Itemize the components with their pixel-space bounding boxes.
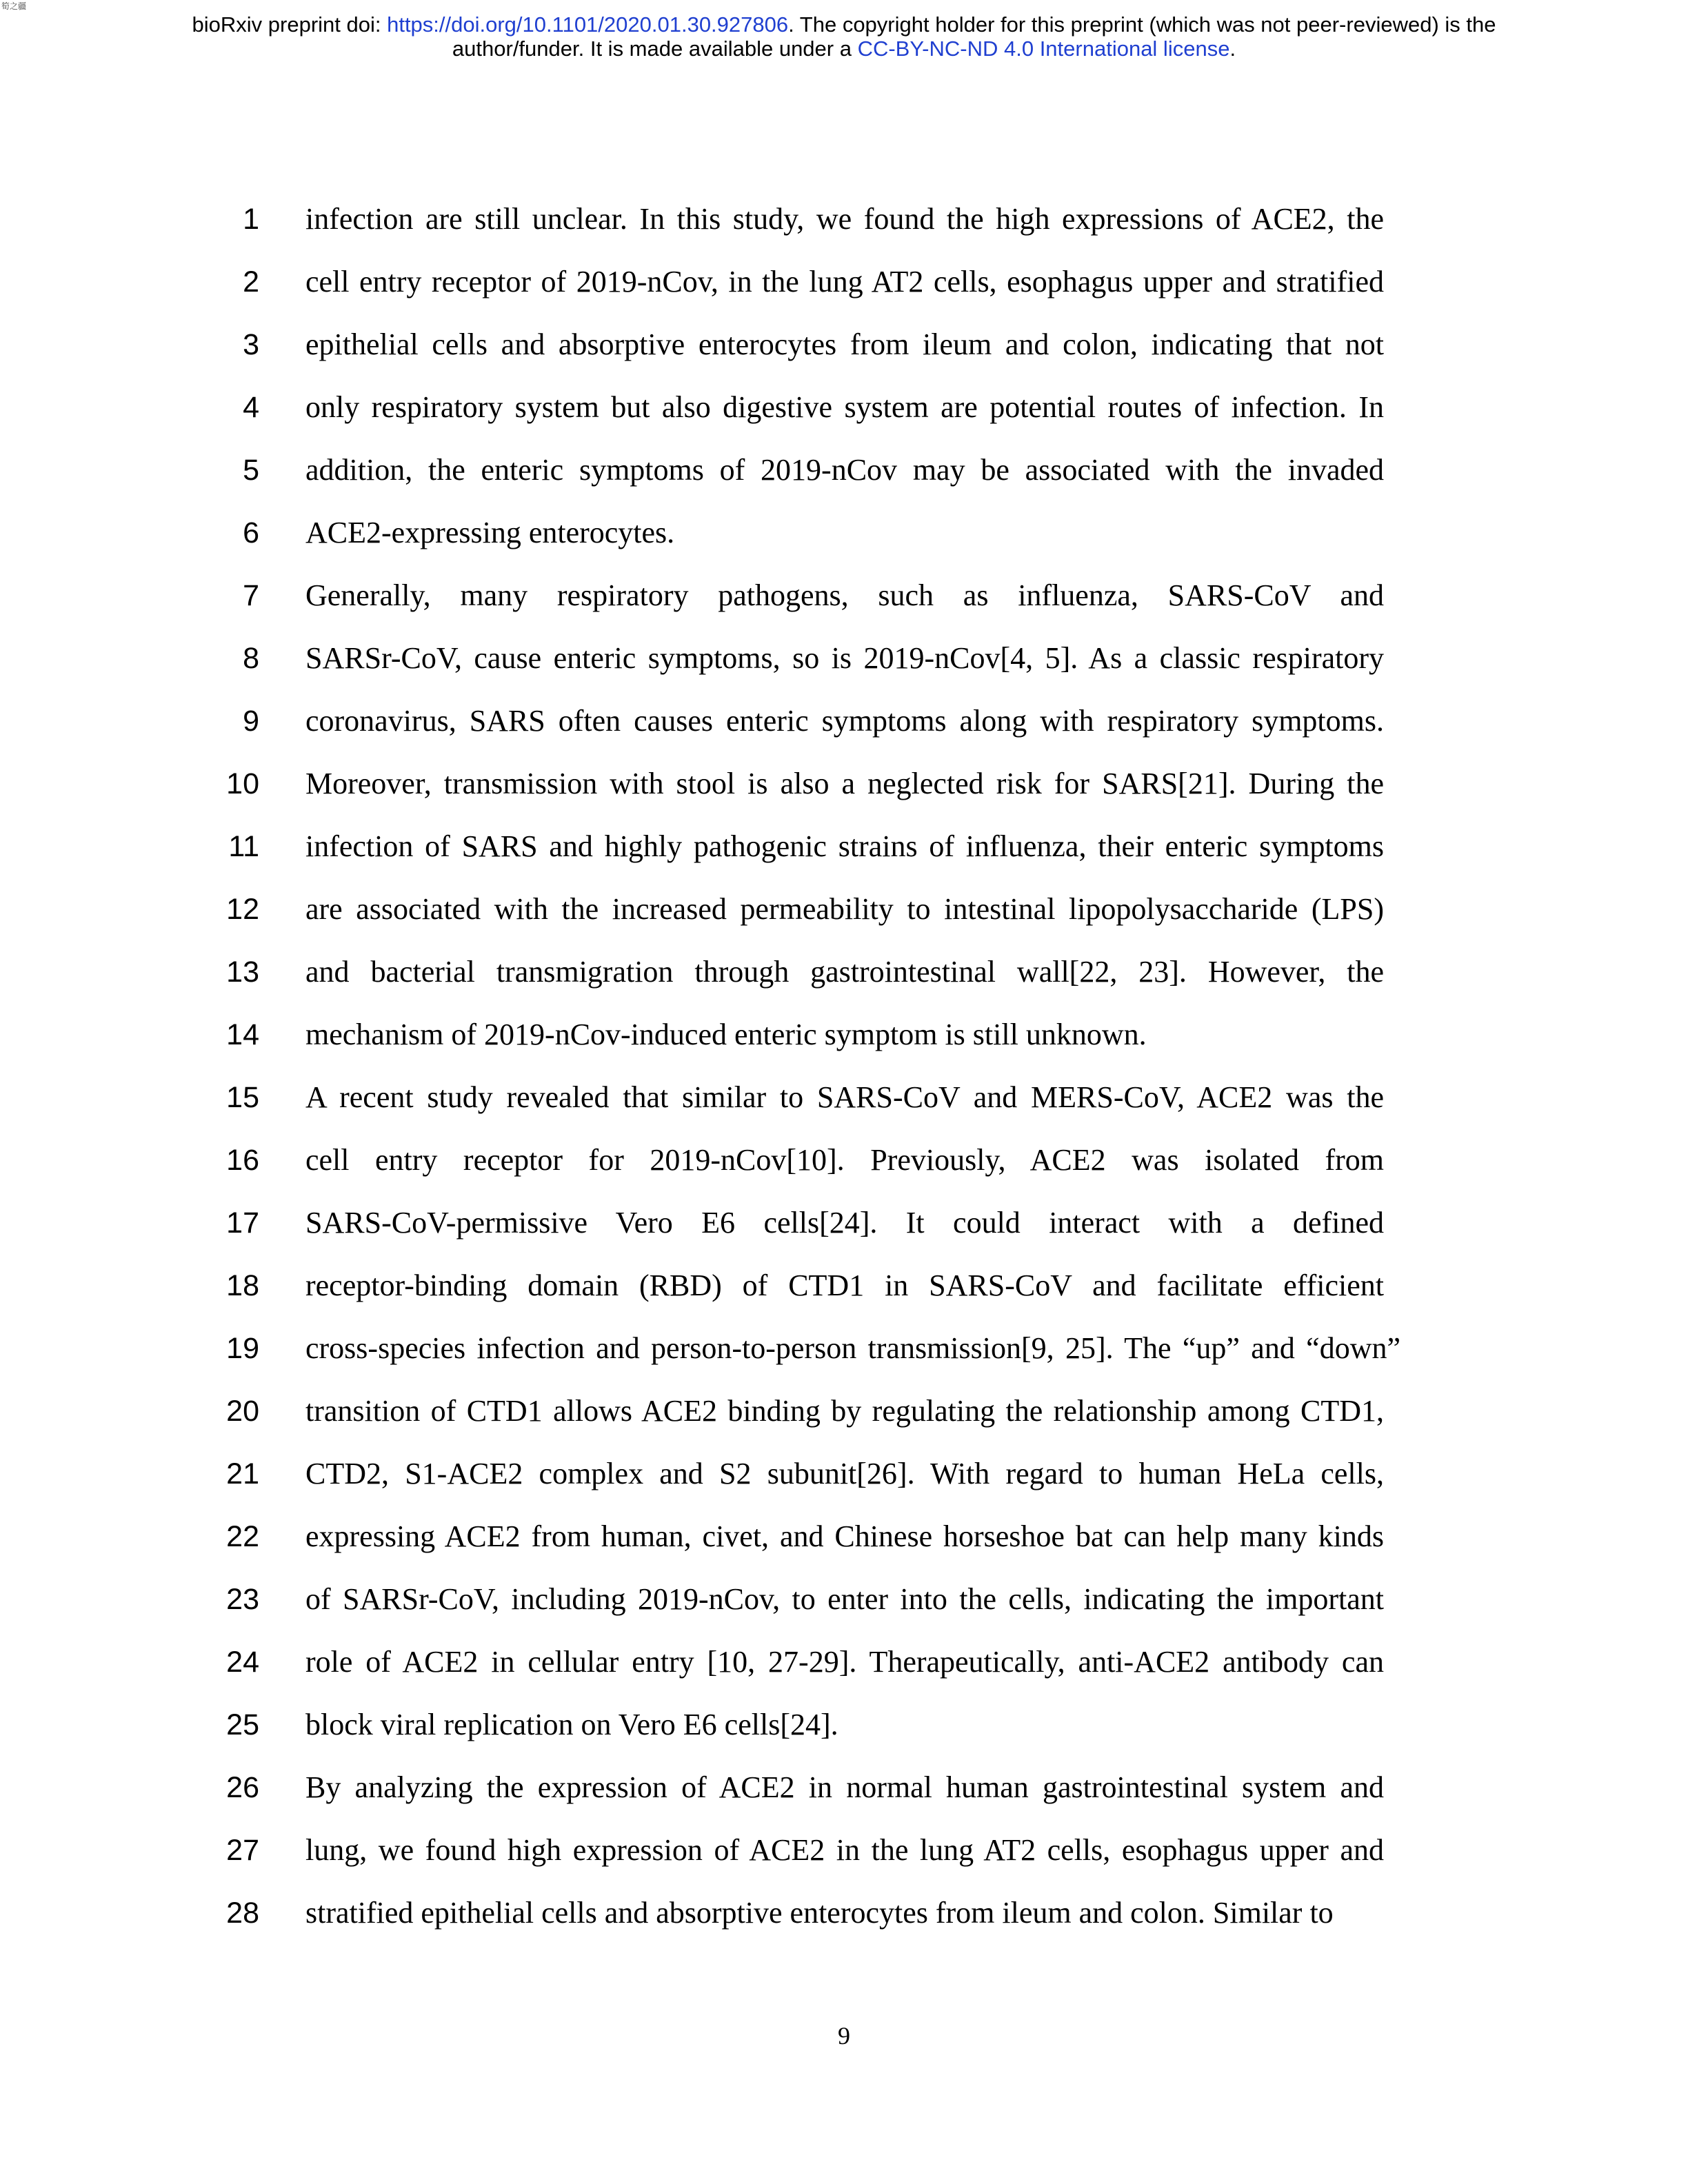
line-number: 11: [228, 830, 259, 863]
line-text: transition of CTD1 allows ACE2 binding by regulating the relationship among CTD1,: [305, 1394, 1384, 1428]
line-number: 13: [226, 956, 259, 989]
text-line: [0, 438, 1688, 502]
line-text: SARS-CoV-permissive Vero E6 cells[24]. It could interact with a defined: [305, 1206, 1384, 1240]
text-line: [0, 1003, 1688, 1066]
text-line: [0, 313, 1688, 376]
text-line: [0, 1191, 1688, 1255]
line-text: of SARSr-CoV, including 2019-nCov, to enter into the cells, indicating the important: [305, 1582, 1384, 1616]
text-line: [0, 689, 1688, 753]
text-line: [0, 878, 1688, 941]
text-line: [0, 1129, 1688, 1192]
line-text: expressing ACE2 from human, civet, and Chinese horseshoe bat can help many kinds: [305, 1519, 1384, 1553]
line-number: 17: [226, 1206, 259, 1240]
line-text: stratified epithelial cells and absorptive enterocytes from ileum and colon. Similar to: [305, 1896, 1334, 1930]
line-text: cell entry receptor of 2019-nCov, in the lung AT2 cells, esophagus upper and stratified: [305, 265, 1384, 299]
line-text: epithelial cells and absorptive enterocytes from ileum and colon, indicating that not: [305, 327, 1384, 361]
line-number: 15: [226, 1081, 259, 1114]
line-text: cross-species infection and person-to-person transmission[9, 25]. The “up” and “down”: [305, 1331, 1400, 1365]
text-line: [0, 1756, 1688, 1819]
line-text: infection of SARS and highly pathogenic strains of influenza, their enteric symptoms: [305, 829, 1384, 863]
text-line: [0, 940, 1688, 1004]
line-number: 10: [226, 767, 259, 800]
text-line: [0, 1066, 1688, 1129]
header-line-1: [0, 12, 1688, 37]
doi-link[interactable]: https://doi.org/10.1101/2020.01.30.927806: [387, 12, 789, 37]
line-text: Moreover, transmission with stool is also a neglected risk for SARS[21]. During the: [305, 767, 1384, 800]
line-text: role of ACE2 in cellular entry [10, 27-29]. Therapeutically, anti-ACE2 antibody can: [305, 1645, 1384, 1679]
header-text: .: [1229, 37, 1236, 61]
line-number: 19: [226, 1332, 259, 1365]
line-number: 9: [243, 705, 259, 738]
text-line: [0, 501, 1688, 565]
text-line: [0, 376, 1688, 439]
line-number: 8: [243, 642, 259, 675]
line-number: 2: [243, 265, 259, 299]
header-text: bioRxiv preprint doi:: [192, 12, 388, 37]
line-number: 24: [226, 1646, 259, 1679]
text-line: [0, 250, 1688, 314]
text-line: [0, 188, 1688, 251]
line-text: only respiratory system but also digestive system are potential routes of infection. In: [305, 390, 1384, 424]
line-text: coronavirus, SARS often causes enteric symptoms along with respiratory symptoms.: [305, 704, 1384, 738]
line-number: 27: [226, 1834, 259, 1867]
line-number: 20: [226, 1395, 259, 1428]
text-line: [0, 815, 1688, 878]
line-text: By analyzing the expression of ACE2 in normal human gastrointestinal system and: [305, 1770, 1384, 1804]
text-line: [0, 1317, 1688, 1380]
line-number: 26: [226, 1771, 259, 1804]
line-number: 18: [226, 1269, 259, 1302]
text-line: [0, 627, 1688, 690]
line-text: Generally, many respiratory pathogens, such as influenza, SARS-CoV and: [305, 578, 1384, 612]
line-number: 14: [226, 1018, 259, 1051]
preprint-header: [0, 12, 1688, 61]
line-text: receptor-binding domain (RBD) of CTD1 in SARS-CoV and facilitate efficient: [305, 1268, 1384, 1302]
text-line: [0, 1881, 1688, 1945]
line-text: A recent study revealed that similar to SARS-CoV and MERS-CoV, ACE2 was the: [305, 1080, 1384, 1114]
line-number: 5: [243, 454, 259, 487]
line-number: 21: [226, 1457, 259, 1490]
line-text: are associated with the increased permeability to intestinal lipopolysaccharide (LPS): [305, 892, 1384, 926]
corner-mark: 筍之疆: [1, 1, 27, 11]
line-number: 22: [226, 1520, 259, 1553]
line-text: infection are still unclear. In this study, we found the high expressions of ACE2, the: [305, 202, 1384, 236]
text-line: [0, 1442, 1688, 1506]
license-link[interactable]: CC-BY-NC-ND 4.0 International license: [857, 37, 1230, 61]
line-text: mechanism of 2019-nCov-induced enteric symptom is still unknown.: [305, 1018, 1147, 1051]
line-text: addition, the enteric symptoms of 2019-nCov may be associated with the invaded: [305, 453, 1384, 487]
line-number: 1: [243, 203, 259, 236]
line-number: 6: [243, 516, 259, 549]
text-line: [0, 752, 1688, 816]
line-number: 25: [226, 1708, 259, 1741]
text-line: [0, 1819, 1688, 1882]
text-line: [0, 1568, 1688, 1631]
line-number: 12: [226, 893, 259, 926]
line-number: 23: [226, 1583, 259, 1616]
line-text: and bacterial transmigration through gastrointestinal wall[22, 23]. However, the: [305, 955, 1384, 989]
line-text: block viral replication on Vero E6 cells[24].: [305, 1708, 838, 1741]
header-text: author/funder. It is made available under a: [452, 37, 858, 61]
line-number: 7: [243, 579, 259, 612]
line-text: lung, we found high expression of ACE2 in the lung AT2 cells, esophagus upper and: [305, 1833, 1384, 1867]
header-text: . The copyright holder for this preprint (which was not peer-reviewed) is the: [788, 12, 1496, 37]
text-line: [0, 1630, 1688, 1694]
page-number: 9: [838, 2022, 850, 2050]
text-line: [0, 564, 1688, 627]
line-text: ACE2-expressing enterocytes.: [305, 516, 675, 549]
line-number: 16: [226, 1144, 259, 1177]
line-text: cell entry receptor for 2019-nCov[10]. Previously, ACE2 was isolated from: [305, 1143, 1384, 1177]
text-line: [0, 1505, 1688, 1568]
line-number: 28: [226, 1897, 259, 1930]
line-text: SARSr-CoV, cause enteric symptoms, so is 2019-nCov[4, 5]. As a classic respiratory: [305, 641, 1384, 675]
line-number: 3: [243, 328, 259, 361]
text-line: [0, 1693, 1688, 1757]
text-line: [0, 1379, 1688, 1443]
text-line: [0, 1254, 1688, 1317]
line-number: 4: [243, 391, 259, 424]
header-line-2: [0, 37, 1688, 61]
line-text: CTD2, S1-ACE2 complex and S2 subunit[26]. With regard to human HeLa cells,: [305, 1457, 1384, 1490]
